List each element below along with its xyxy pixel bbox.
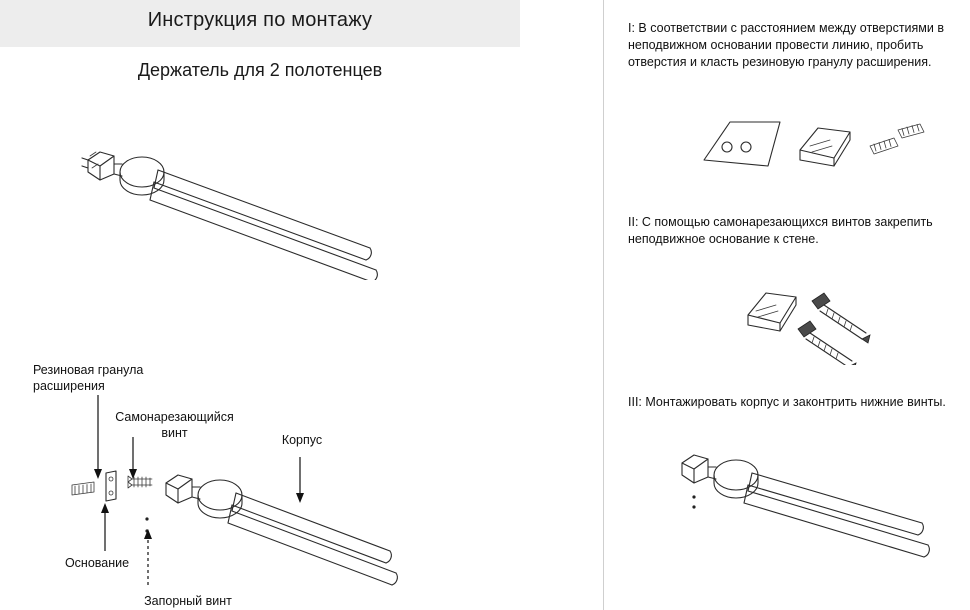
label-self-tapping-screw: Самонарезающийся винт (115, 410, 234, 440)
granule-pair (870, 124, 924, 154)
screw-upper (812, 293, 870, 343)
step-3-text: III: Монтажировать корпус и законтрить нижние винты. (628, 395, 946, 409)
step-2-text: II: С помощью самонарезающихся винтов закрепить неподвижное основание к стене. (628, 215, 933, 246)
step-3-illustration (672, 435, 962, 575)
page-title: Инструкция по монтажу (147, 9, 373, 31)
label-body: Корпус (281, 433, 323, 447)
label-base: Основание (64, 556, 130, 570)
step-1-text: I: В соответствии с расстоянием между отверстиями в неподвижном основании провести линию, пробить отверстия и класть резиновую гранулу расширения. (628, 21, 944, 69)
step-2-illustration (740, 285, 920, 365)
column-divider (603, 0, 604, 610)
page-subtitle: Держатель для 2 полотенцев (137, 60, 383, 80)
product-overview-illustration (70, 130, 420, 280)
label-lock-screw: Запорный винт (144, 594, 232, 608)
screw-lower (798, 321, 856, 365)
label-granule: Резиновая гранула расширения (33, 363, 144, 393)
step-1-illustration (700, 110, 940, 190)
